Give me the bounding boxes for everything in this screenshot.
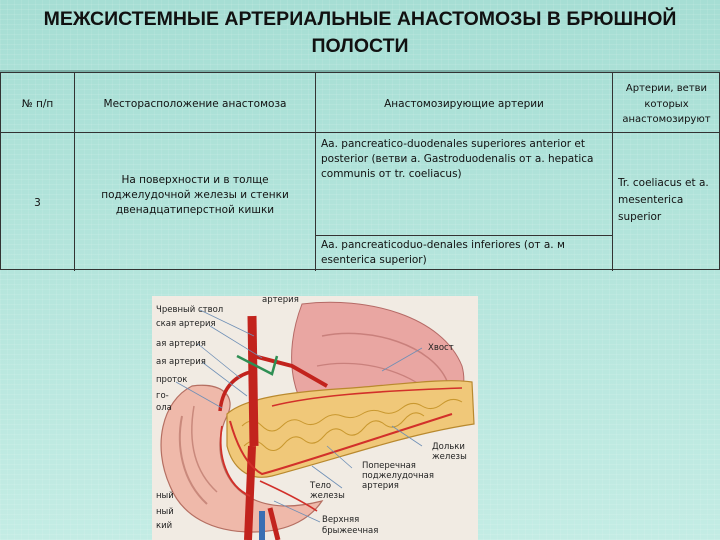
col-divider (315, 73, 316, 271)
header-num: № п/п (21, 98, 54, 110)
anastomosis-table (0, 72, 720, 270)
label-duct: проток (156, 375, 188, 385)
label-fragment-5: кий (156, 521, 173, 531)
label-fragment-1: го- (156, 391, 169, 401)
header-location: Месторасположение анастомоза (103, 98, 287, 110)
label-tail: Хвост (428, 343, 454, 353)
label-body-1: Тело (310, 481, 332, 491)
row-num: 3 (34, 197, 41, 209)
header-branches: Артерии, ветви которых анастомозируют (622, 83, 711, 125)
pancreas-anatomy-drawing (152, 296, 478, 540)
col-divider (74, 73, 75, 271)
slide-title: МЕЖСИСТЕМНЫЕ АРТЕРИАЛЬНЫЕ АНАСТОМОЗЫ В БРЮШНОЙ ПОЛОСТИ (43, 8, 677, 57)
label-artery-2: ая артерия (156, 339, 206, 349)
pancreas-anatomy-illustration (152, 296, 478, 540)
label-lobules-2: железы (432, 452, 467, 462)
header-divider (1, 132, 719, 133)
row-branches: Tr. coeliacus et a. mesenterica superior (618, 177, 709, 223)
label-transverse-2: поджелудочная (362, 471, 434, 481)
row-location: На поверхности и в толще поджелудочной железы и стенки двенадцатиперстной кишки (101, 174, 289, 216)
label-body-2: железы (310, 491, 345, 501)
row-arteries-superior: Аа. pancreatico-duodenales superiores anterior et posterior (ветви a. Gastroduodenalis от a. hepatica communis от tr. coeliacus) (321, 138, 594, 180)
label-fragment-2: ола (156, 403, 172, 413)
label-fragment-4: ный (156, 507, 174, 517)
label-artery-top: артерия (262, 296, 299, 305)
label-superior-mesenteric-2: брыжеечная (322, 526, 379, 536)
label-lobules-1: Дольки (432, 442, 465, 452)
label-artery-1: ская артерия (156, 319, 216, 329)
label-fragment-3: ный (156, 491, 174, 501)
label-superior-mesenteric-1: Верхняя (322, 515, 360, 525)
label-celiac-trunk: Чревный ствол (156, 305, 224, 315)
col-divider (612, 73, 613, 271)
label-artery-3: ая артерия (156, 357, 206, 367)
header-arteries: Анастомозирующие артерии (384, 98, 544, 110)
label-transverse-3: артерия (362, 481, 399, 491)
row-arteries-inferior: Аа. pancreaticoduo-denales inferiores (от a. м esenterica superior) (321, 239, 565, 266)
label-transverse-1: Поперечная (362, 461, 416, 471)
row-split-divider (315, 235, 612, 236)
